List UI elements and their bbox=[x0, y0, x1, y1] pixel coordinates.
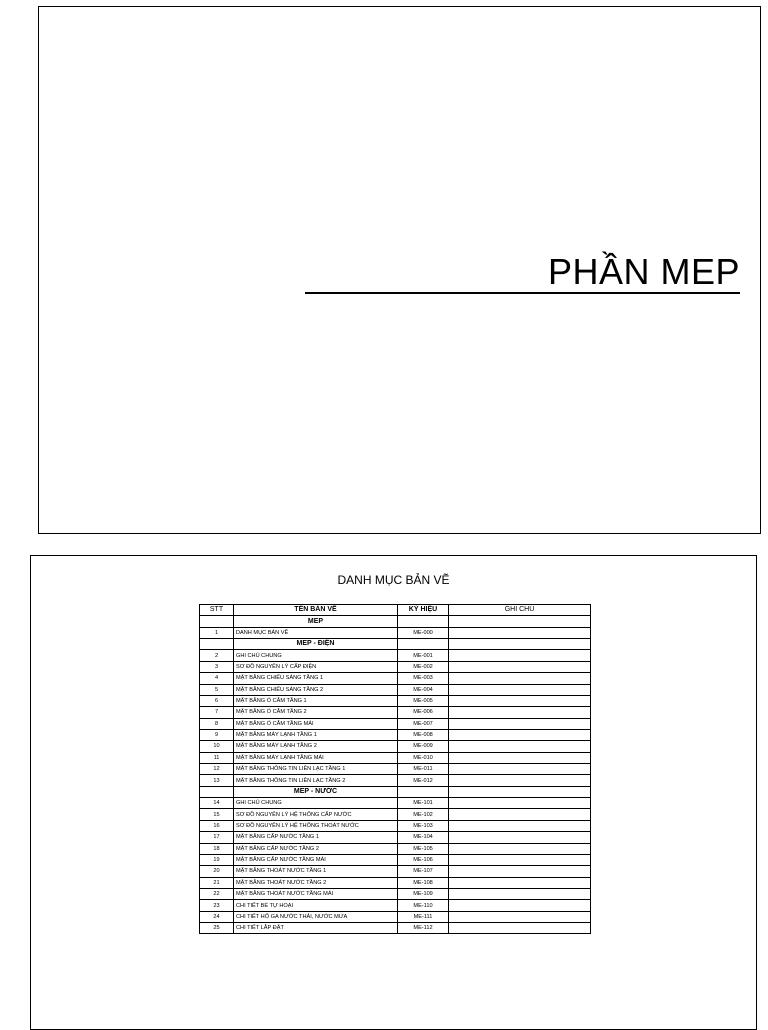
drawing-list-table bbox=[199, 604, 591, 934]
stt-cell: 16 bbox=[200, 820, 234, 831]
drawing-index-sheet bbox=[30, 555, 757, 1030]
code-cell: ME-109 bbox=[398, 888, 449, 899]
code-cell: ME-011 bbox=[398, 764, 449, 775]
stt-cell bbox=[200, 786, 234, 797]
drawing-name-cell: MẶT BẰNG THOÁT NƯỚC TẦNG 1 bbox=[234, 866, 398, 877]
table-row bbox=[200, 764, 591, 775]
stt-cell: 14 bbox=[200, 798, 234, 809]
note-cell bbox=[449, 616, 591, 627]
code-cell: ME-005 bbox=[398, 695, 449, 706]
note-cell bbox=[449, 866, 591, 877]
drawing-name-cell: SƠ ĐỒ NGUYÊN LÝ HỆ THỐNG CẤP NƯỚC bbox=[234, 809, 398, 820]
stt-cell: 11 bbox=[200, 752, 234, 763]
table-row bbox=[200, 673, 591, 684]
code-cell: ME-007 bbox=[398, 718, 449, 729]
drawing-name-cell: CHI TIẾT LẮP ĐẶT bbox=[234, 923, 398, 934]
table-row bbox=[200, 627, 591, 638]
stt-cell: 4 bbox=[200, 673, 234, 684]
drawing-name-cell: MẶT BẰNG THÔNG TIN LIÊN LẠC TẦNG 2 bbox=[234, 775, 398, 786]
code-cell: ME-108 bbox=[398, 877, 449, 888]
note-cell bbox=[449, 741, 591, 752]
code-cell: ME-106 bbox=[398, 854, 449, 865]
stt-cell: 3 bbox=[200, 661, 234, 672]
header-drawing-name: TÊN BẢN VẼ bbox=[234, 605, 398, 616]
drawing-name-cell: MẶT BẰNG MÁY LẠNH TẦNG MÁI bbox=[234, 752, 398, 763]
table-row bbox=[200, 718, 591, 729]
code-cell: ME-110 bbox=[398, 900, 449, 911]
code-cell: ME-009 bbox=[398, 741, 449, 752]
code-cell: ME-104 bbox=[398, 832, 449, 843]
drawing-name-cell: MẶT BẰNG THOÁT NƯỚC TẦNG MÁI bbox=[234, 888, 398, 899]
note-cell bbox=[449, 775, 591, 786]
code-cell: ME-101 bbox=[398, 798, 449, 809]
note-cell bbox=[449, 832, 591, 843]
table-row bbox=[200, 900, 591, 911]
note-cell bbox=[449, 729, 591, 740]
code-cell: ME-112 bbox=[398, 923, 449, 934]
code-cell: ME-003 bbox=[398, 673, 449, 684]
stt-cell: 13 bbox=[200, 775, 234, 786]
table-row bbox=[200, 888, 591, 899]
note-cell bbox=[449, 877, 591, 888]
header-note: GHI CHÚ bbox=[449, 605, 591, 616]
table-row bbox=[200, 820, 591, 831]
note-cell bbox=[449, 854, 591, 865]
section-title: MEP - NƯỚC bbox=[234, 786, 398, 797]
drawing-name-cell: CHI TIẾT BỂ TỰ HOẠI bbox=[234, 900, 398, 911]
code-cell: ME-008 bbox=[398, 729, 449, 740]
code-cell: ME-102 bbox=[398, 809, 449, 820]
note-cell bbox=[449, 900, 591, 911]
stt-cell: 24 bbox=[200, 911, 234, 922]
note-cell bbox=[449, 673, 591, 684]
index-title: DANH MỤC BẢN VẼ bbox=[337, 573, 450, 587]
table-row bbox=[200, 866, 591, 877]
stt-cell: 12 bbox=[200, 764, 234, 775]
drawing-name-cell: DANH MỤC BẢN VẼ bbox=[234, 627, 398, 638]
header-stt: STT bbox=[200, 605, 234, 616]
code-cell bbox=[398, 639, 449, 650]
note-cell bbox=[449, 820, 591, 831]
section-row bbox=[200, 786, 591, 797]
stt-cell: 15 bbox=[200, 809, 234, 820]
table-row bbox=[200, 650, 591, 661]
note-cell bbox=[449, 843, 591, 854]
stt-cell: 20 bbox=[200, 866, 234, 877]
drawing-name-cell: MẶT BẰNG Ổ CẮM TẦNG MÁI bbox=[234, 718, 398, 729]
cover-sheet bbox=[38, 6, 761, 534]
table-row bbox=[200, 741, 591, 752]
stt-cell: 19 bbox=[200, 854, 234, 865]
drawing-name-cell: MẶT BẰNG CẤP NƯỚC TẦNG 2 bbox=[234, 843, 398, 854]
code-cell: ME-111 bbox=[398, 911, 449, 922]
note-cell bbox=[449, 888, 591, 899]
note-cell bbox=[449, 707, 591, 718]
table-row bbox=[200, 707, 591, 718]
stt-cell: 5 bbox=[200, 684, 234, 695]
code-cell bbox=[398, 616, 449, 627]
table-row bbox=[200, 684, 591, 695]
stt-cell: 8 bbox=[200, 718, 234, 729]
stt-cell: 9 bbox=[200, 729, 234, 740]
stt-cell: 10 bbox=[200, 741, 234, 752]
table-header-row bbox=[200, 605, 591, 616]
drawing-name-cell: MẶT BẰNG MÁY LẠNH TẦNG 1 bbox=[234, 729, 398, 740]
table-row bbox=[200, 661, 591, 672]
code-cell: ME-004 bbox=[398, 684, 449, 695]
drawing-name-cell: MẶT BẰNG Ổ CẮM TẦNG 2 bbox=[234, 707, 398, 718]
note-cell bbox=[449, 650, 591, 661]
drawing-name-cell: MẶT BẰNG Ổ CẮM TẦNG 1 bbox=[234, 695, 398, 706]
stt-cell: 1 bbox=[200, 627, 234, 638]
drawing-name-cell: GHI CHÚ CHUNG bbox=[234, 650, 398, 661]
table-body bbox=[200, 616, 591, 934]
table-row bbox=[200, 877, 591, 888]
note-cell bbox=[449, 695, 591, 706]
code-cell: ME-107 bbox=[398, 866, 449, 877]
note-cell bbox=[449, 627, 591, 638]
drawing-name-cell: MẶT BẰNG CẤP NƯỚC TẦNG MÁI bbox=[234, 854, 398, 865]
stt-cell: 25 bbox=[200, 923, 234, 934]
drawing-name-cell: SƠ ĐỒ NGUYÊN LÝ CẤP ĐIỆN bbox=[234, 661, 398, 672]
table-row bbox=[200, 854, 591, 865]
table-row bbox=[200, 911, 591, 922]
stt-cell: 6 bbox=[200, 695, 234, 706]
note-cell bbox=[449, 786, 591, 797]
drawing-name-cell: MẶT BẰNG CẤP NƯỚC TẦNG 1 bbox=[234, 832, 398, 843]
section-title: MEP bbox=[234, 616, 398, 627]
code-cell: ME-105 bbox=[398, 843, 449, 854]
stt-cell: 18 bbox=[200, 843, 234, 854]
drawing-name-cell: SƠ ĐỒ NGUYÊN LÝ HỆ THỐNG THOÁT NƯỚC bbox=[234, 820, 398, 831]
table-row bbox=[200, 752, 591, 763]
drawing-name-cell: MẶT BẰNG THOÁT NƯỚC TẦNG 2 bbox=[234, 877, 398, 888]
table-row bbox=[200, 923, 591, 934]
section-title: MEP - ĐIỆN bbox=[234, 639, 398, 650]
stt-cell: 21 bbox=[200, 877, 234, 888]
drawing-name-cell: MẶT BẰNG CHIẾU SÁNG TẦNG 2 bbox=[234, 684, 398, 695]
drawing-name-cell: MẶT BẰNG THÔNG TIN LIÊN LẠC TẦNG 1 bbox=[234, 764, 398, 775]
code-cell: ME-002 bbox=[398, 661, 449, 672]
code-cell: ME-010 bbox=[398, 752, 449, 763]
note-cell bbox=[449, 684, 591, 695]
stt-cell: 23 bbox=[200, 900, 234, 911]
drawing-name-cell: MẶT BẰNG CHIẾU SÁNG TẦNG 1 bbox=[234, 673, 398, 684]
code-cell: ME-103 bbox=[398, 820, 449, 831]
stt-cell: 2 bbox=[200, 650, 234, 661]
note-cell bbox=[449, 718, 591, 729]
header-code: KÝ HIỆU bbox=[398, 605, 449, 616]
table-row bbox=[200, 775, 591, 786]
stt-cell bbox=[200, 639, 234, 650]
code-cell bbox=[398, 786, 449, 797]
note-cell bbox=[449, 923, 591, 934]
note-cell bbox=[449, 661, 591, 672]
note-cell bbox=[449, 764, 591, 775]
code-cell: ME-001 bbox=[398, 650, 449, 661]
title-underline bbox=[305, 292, 740, 294]
code-cell: ME-006 bbox=[398, 707, 449, 718]
code-cell: ME-012 bbox=[398, 775, 449, 786]
note-cell bbox=[449, 798, 591, 809]
section-row bbox=[200, 616, 591, 627]
cover-title: PHẦN MEP bbox=[547, 251, 740, 292]
table-row bbox=[200, 729, 591, 740]
note-cell bbox=[449, 911, 591, 922]
drawing-name-cell: GHI CHÚ CHUNG bbox=[234, 798, 398, 809]
stt-cell: 17 bbox=[200, 832, 234, 843]
table-row bbox=[200, 843, 591, 854]
drawing-name-cell: CHI TIẾT HỐ GA NƯỚC THẢI, NƯỚC MƯA bbox=[234, 911, 398, 922]
table-row bbox=[200, 809, 591, 820]
stt-cell bbox=[200, 616, 234, 627]
section-row bbox=[200, 639, 591, 650]
stt-cell: 7 bbox=[200, 707, 234, 718]
stt-cell: 22 bbox=[200, 888, 234, 899]
note-cell bbox=[449, 639, 591, 650]
code-cell: ME-000 bbox=[398, 627, 449, 638]
table-row bbox=[200, 695, 591, 706]
note-cell bbox=[449, 752, 591, 763]
note-cell bbox=[449, 809, 591, 820]
table-row bbox=[200, 798, 591, 809]
table-row bbox=[200, 832, 591, 843]
drawing-name-cell: MẶT BẰNG MÁY LẠNH TẦNG 2 bbox=[234, 741, 398, 752]
